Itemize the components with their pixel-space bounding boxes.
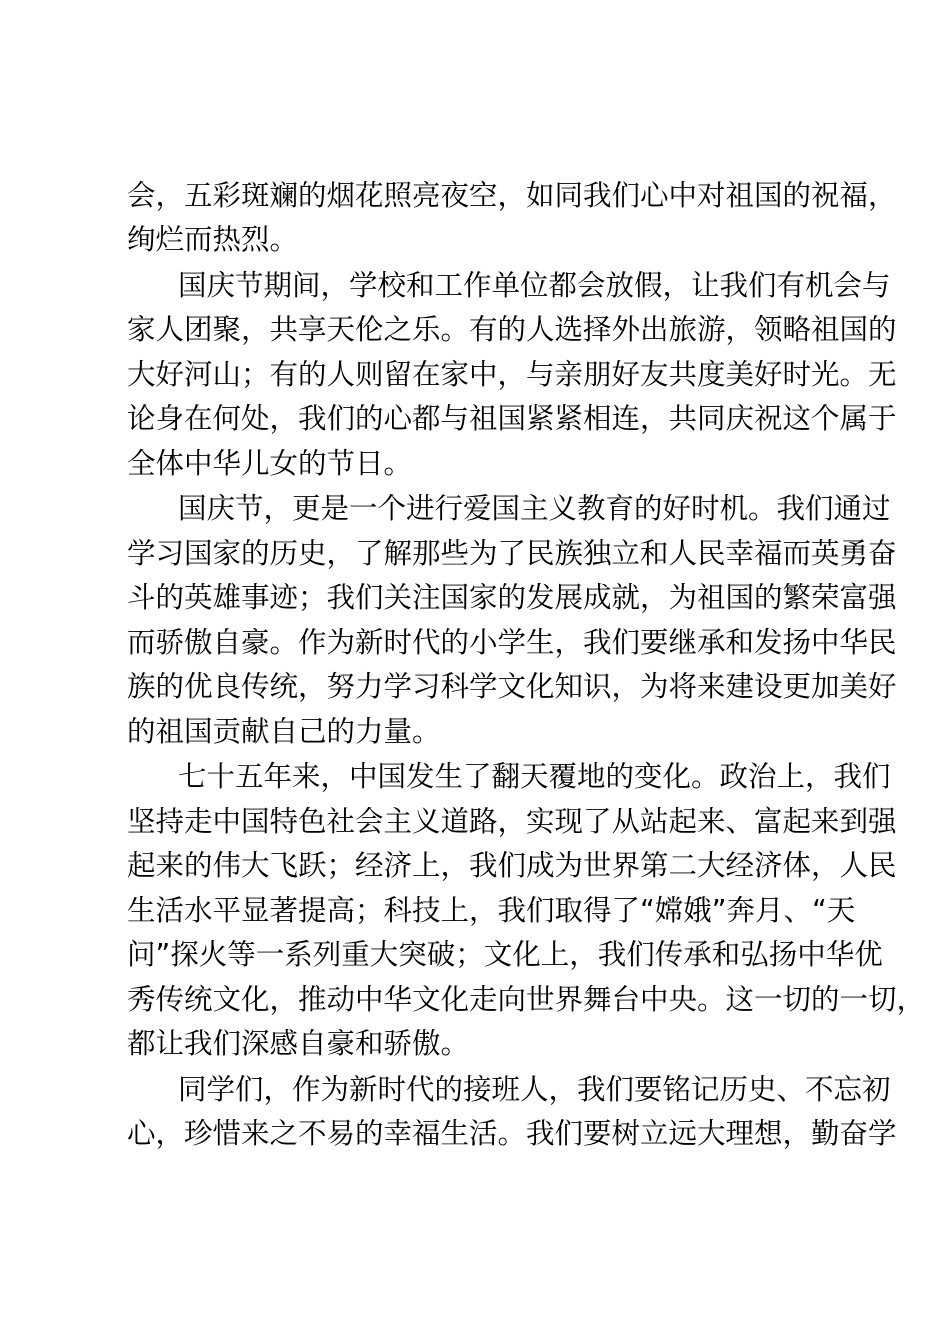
text-line: 七十五年来，中国发生了翻天覆地的变化。政治上，我们 — [178, 760, 891, 793]
text-line: 全体中华儿女的节日。 — [127, 447, 413, 480]
text-line: 国庆节，更是一个进行爱国主义教育的好时机。我们通过 — [178, 492, 891, 525]
text-line: 绚烂而热烈。 — [127, 223, 299, 256]
text-line: 斗的英雄事迹；我们关注国家的发展成就，为祖国的繁荣富强 — [127, 581, 897, 614]
text-line: 的祖国贡献自己的力量。 — [127, 715, 441, 748]
text-line: 同学们，作为新时代的接班人，我们要铭记历史、不忘初 — [178, 1073, 891, 1106]
text-line: 而骄傲自豪。作为新时代的小学生，我们要继承和发扬中华民 — [127, 626, 897, 659]
text-line: 国庆节期间，学校和工作单位都会放假，让我们有机会与 — [178, 269, 891, 302]
text-line: 大好河山；有的人则留在家中，与亲朋好友共度美好时光。无 — [127, 358, 897, 391]
text-line: 论身在何处，我们的心都与祖国紧紧相连，共同庆祝这个属于 — [127, 402, 897, 435]
text-line: 起来的伟大飞跃；经济上，我们成为世界第二大经济体，人民 — [127, 849, 897, 882]
text-line: 家人团聚，共享天伦之乐。有的人选择外出旅游，领略祖国的 — [127, 313, 897, 346]
text-line: 都让我们深感自豪和骄傲。 — [127, 1027, 470, 1060]
text-line: 族的优良传统，努力学习科学文化知识，为将来建设更加美好 — [127, 670, 897, 703]
text-line: 生活水平显著提高；科技上，我们取得了“嫦娥”奔月、“天 — [127, 894, 856, 927]
text-line: 问”探火等一系列重大突破；文化上，我们传承和弘扬中华优 — [127, 938, 883, 971]
text-line: 秀传统文化，推动中华文化走向世界舞台中央。这一切的一切， — [127, 983, 926, 1016]
text-line: 坚持走中国特色社会主义道路，实现了从站起来、富起来到强 — [127, 805, 897, 838]
text-line: 心，珍惜来之不易的幸福生活。我们要树立远大理想，勤奋学 — [127, 1117, 897, 1150]
text-line: 会，五彩斑斓的烟花照亮夜空，如同我们心中对祖国的祝福， — [127, 179, 897, 212]
text-line: 学习国家的历史，了解那些为了民族独立和人民幸福而英勇奋 — [127, 537, 897, 570]
